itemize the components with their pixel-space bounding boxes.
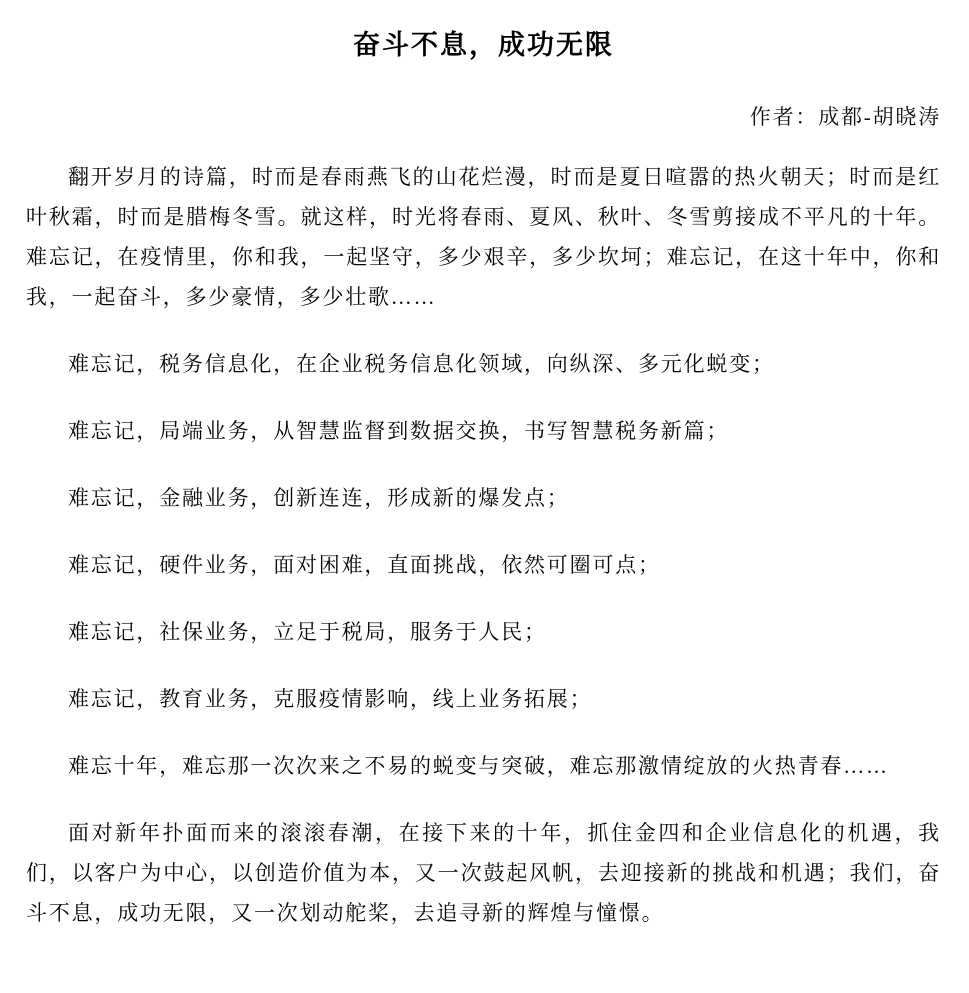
document-title: 奋斗不息，成功无限 xyxy=(353,30,614,60)
author-line: 作者：成都-胡晓涛 xyxy=(749,105,941,129)
paragraph: 难忘十年，难忘那一次次来之不易的蜕变与突破，难忘那激情绽放的火热青春…… xyxy=(68,754,889,778)
paragraph: 难忘记，教育业务，克服疫情影响，线上业务拓展； xyxy=(68,687,593,711)
paragraph: 难忘记，硬件业务，面对困难，直面挑战，依然可圈可点； xyxy=(68,553,661,577)
paragraph: 翻开岁月的诗篇，时而是春雨燕飞的山花烂漫，时而是夏日喧嚣的热火朝天；时而是红叶秋霜，时而是腊梅冬雪。就这样，时光将春雨、夏风、秋叶、冬雪剪接成不平凡的十年。难忘记，在疫情里，你和我，一起坚守，多少艰辛，多少坎坷；难忘记，在这十年中，你和我，一起奋斗，多少豪情，多少壮歌…… xyxy=(26,165,941,309)
paragraph: 难忘记，局端业务，从智慧监督到数据交换，书写智慧税务新篇； xyxy=(68,419,730,443)
paragraph: 难忘记，社保业务，立足于税局，服务于人民； xyxy=(68,620,547,644)
document-body xyxy=(26,157,941,933)
paragraph: 面对新年扑面而来的滚滚春潮，在接下来的十年，抓住金四和企业信息化的机遇，我们，以客户为中心，以创造价值为本，又一次鼓起风帆，去迎接新的挑战和机遇；我们，奋斗不息，成功无限，又一次划动舵桨，去追寻新的辉煌与憧憬。 xyxy=(26,821,941,925)
paragraph: 难忘记，税务信息化，在企业税务信息化领域，向纵深、多元化蜕变； xyxy=(68,352,775,376)
paragraph: 难忘记，金融业务，创新连连，形成新的爆发点； xyxy=(68,486,570,510)
